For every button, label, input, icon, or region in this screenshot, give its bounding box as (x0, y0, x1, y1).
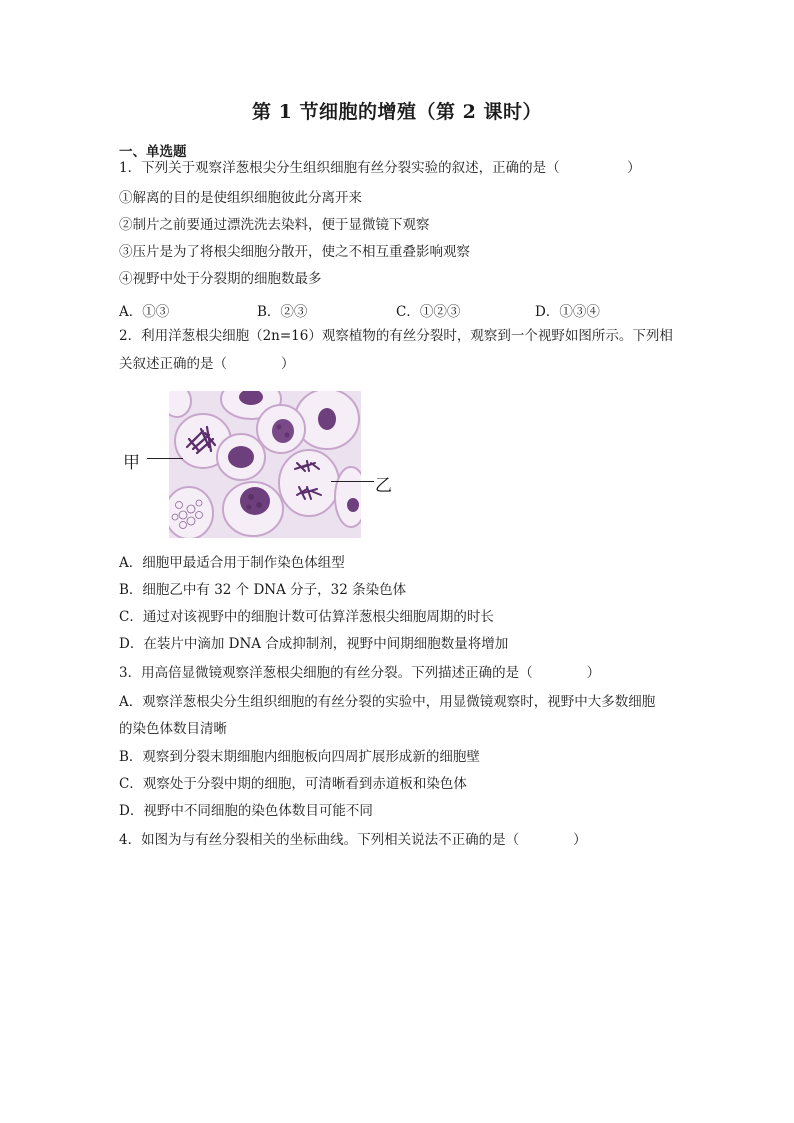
q1-item-1: ①解离的目的是使组织细胞彼此分离开来 (119, 190, 362, 206)
q1-option-c[interactable]: C．①②③ (396, 304, 461, 320)
q2-option-c[interactable]: C．通过对该视野中的细胞计数可估算洋葱根尖细胞周期的时长 (119, 609, 494, 625)
q1-option-a[interactable]: A．①③ (119, 304, 170, 320)
nucleus (318, 408, 336, 430)
q2-option-d[interactable]: D．在装片中滴加 DNA 合成抑制剂，视野中间期细胞数量将增加 (119, 636, 509, 652)
q3-option-a-line1[interactable]: A．观察洋葱根尖分生组织细胞的有丝分裂的实验中，用显微镜观察时，视野中大多数细胞 (119, 694, 656, 710)
q3-option-a-line2[interactable]: 的染色体数目清晰 (119, 721, 227, 737)
cell (169, 391, 191, 417)
label-jia: 甲 (123, 453, 140, 473)
q3-option-d[interactable]: D．视野中不同细胞的染色体数目可能不同 (119, 803, 373, 819)
page-title: 第 1 节细胞的增殖（第 2 课时） (252, 101, 542, 123)
q2-stem-line1: 2．利用洋葱根尖细胞（2n=16）观察植物的有丝分裂时，观察到一个视野如图所示。下列相 (119, 328, 673, 344)
q2-option-b[interactable]: B．细胞乙中有 32 个 DNA 分子，32 条染色体 (119, 582, 407, 598)
q1-option-d[interactable]: D．①③④ (535, 304, 600, 320)
cell-yi (279, 450, 339, 516)
cell (335, 467, 361, 527)
q1-option-b[interactable]: B．②③ (257, 304, 308, 320)
q3-option-b[interactable]: B．观察到分裂末期细胞内细胞板向四周扩展形成新的细胞壁 (119, 749, 480, 765)
section-heading: 一、单选题 (119, 144, 187, 160)
q1-item-4: ④视野中处于分裂期的细胞数最多 (119, 271, 322, 287)
leader-line-jia (147, 458, 183, 459)
micrograph-figure (169, 391, 361, 538)
nucleus (347, 498, 359, 512)
q3-stem: 3．用高倍显微镜观察洋葱根尖细胞的有丝分裂。下列描述正确的是（ ） (119, 665, 601, 681)
nucleus (228, 446, 254, 468)
cell (169, 487, 213, 538)
leader-line-yi (331, 481, 374, 482)
nucleus (240, 487, 270, 515)
q2-stem-line2: 关叙述正确的是（ ） (119, 356, 295, 372)
nucleus (272, 419, 294, 443)
q4-stem: 4．如图为与有丝分裂相关的坐标曲线。下列相关说法不正确的是（ ） (119, 832, 587, 848)
label-yi: 乙 (375, 476, 392, 496)
q1-options (119, 300, 719, 320)
micrograph-svg (169, 391, 361, 538)
q1-item-3: ③压片是为了将根尖细胞分散开，使之不相互重叠影响观察 (119, 244, 470, 260)
q1-stem: 1．下列关于观察洋葱根尖分生组织细胞有丝分裂实验的叙述，正确的是（ ） (119, 160, 641, 176)
q2-option-a[interactable]: A．细胞甲最适合用于制作染色体组型 (119, 555, 345, 571)
q3-option-c[interactable]: C．观察处于分裂中期的细胞，可清晰看到赤道板和染色体 (119, 776, 467, 792)
q1-item-2: ②制片之前要通过漂洗洗去染料，便于显微镜下观察 (119, 217, 430, 233)
